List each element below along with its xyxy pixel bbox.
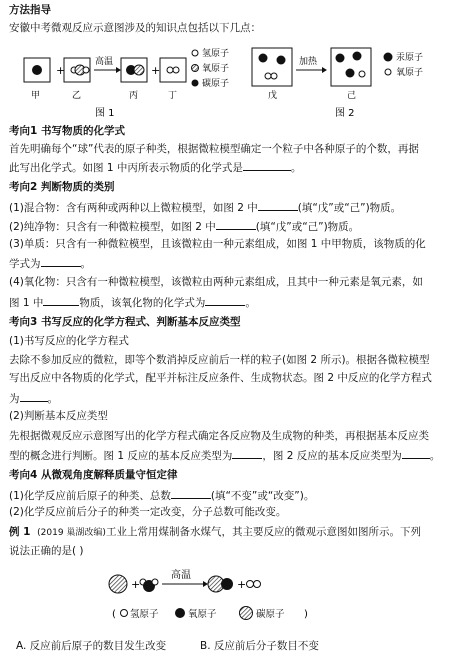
direction-4-title: 考向4 从微观角度解释质量守恒定律	[9, 469, 178, 481]
svg-text:+: +	[151, 64, 161, 77]
svg-text:氢原子: 氢原子	[130, 609, 159, 620]
svg-text:氧原子: 氧原子	[202, 64, 230, 74]
mixture-line: (1)混合物：含有两种或两种以上微粒模型，如图 2 中 (填“戊”或“己”)物质。	[9, 202, 402, 214]
svg-text:(: (	[112, 609, 116, 620]
svg-text:高温: 高温	[95, 57, 114, 67]
svg-text:己: 己	[347, 91, 357, 101]
direction-3-sub1: (1)书写反应的化学方程式	[9, 335, 129, 347]
figure-2-caption: 图 2	[335, 108, 355, 119]
option-a[interactable]: A. 反应前后原子的数目发生改变	[16, 640, 167, 652]
svg-text:碳原子: 碳原子	[202, 79, 230, 89]
box-ji	[331, 48, 371, 86]
svg-text:碳原子: 碳原子	[256, 609, 285, 620]
example-diagram	[0, 562, 470, 632]
svg-text:戊: 戊	[268, 91, 278, 101]
section-header: 方法指导	[9, 4, 51, 16]
box-wu	[252, 48, 292, 86]
direction-1-line1: 首先明确每个“球”代表的原子种类，根据微粒模型确定一个粒子中各种原子的个数，再据	[9, 143, 419, 155]
direction-3-line1: 去除不参加反应的微粒，即等个数消掉反应前后一样的粒子(如图 2 所示)。根据各微粒模型	[9, 354, 430, 366]
element-line1: (3)单质：只含有一种微粒模型，且该微粒由一种元素组成，如图 1 中甲物质，该物质的化	[9, 238, 426, 250]
direction-3-sub2: (2)判断基本反应类型	[9, 410, 108, 422]
answer-blank	[243, 160, 291, 171]
carbon-atom-icon	[32, 65, 42, 75]
svg-text:+: +	[56, 64, 66, 77]
answer-blank	[232, 448, 262, 459]
figure-1-caption: 图 1	[95, 108, 115, 119]
svg-text:氧原子: 氧原子	[396, 68, 424, 78]
svg-text:乙: 乙	[72, 91, 82, 101]
option-b[interactable]: B. 反应前后分子数目不变	[200, 640, 319, 652]
direction-3-line5: 型的概念进行判断。图 1 反应的基本反应类型为 ，图 2 反应的基本反应类型为 。	[9, 450, 441, 462]
intro-text: 安徽中考微观反应示意图涉及的知识点包括以下几点：	[9, 22, 261, 34]
answer-blank	[402, 448, 430, 459]
answer-blank	[171, 488, 211, 499]
oxide-line2: 图 1 中 物质，该氧化物的化学式为 。	[9, 297, 256, 309]
svg-text:+: +	[237, 578, 247, 591]
figure-1	[0, 40, 470, 120]
example-1-line1: 例 1 (2019 巢湖改编)工业上常用煤制备水煤气，其主要反应的微观示意图如图所示。下列	[9, 526, 421, 538]
direction-3-title: 考向3 书写反应的化学方程式、判断基本反应类型	[9, 316, 241, 328]
svg-text:氧原子: 氧原子	[188, 609, 217, 620]
carbon-atom-icon	[109, 575, 127, 593]
svg-text:甲: 甲	[31, 91, 41, 101]
answer-blank	[20, 391, 48, 402]
svg-text:): )	[304, 609, 308, 620]
answer-blank	[205, 295, 245, 306]
direction-1-line2: 此写出化学式。如图 1 中丙所表示物质的化学式是 。	[9, 162, 302, 174]
direction-1-title: 考向1 书写物质的化学式	[9, 125, 125, 137]
svg-text:丁: 丁	[168, 91, 178, 101]
answer-blank	[43, 295, 79, 306]
example-1-line2: 说法正确的是( )	[9, 545, 84, 557]
svg-text:加热: 加热	[299, 57, 318, 67]
svg-text:丙: 丙	[129, 91, 139, 101]
direction-3-line4: 先根据微观反应示意图写出的化学方程式确定各反应物及生成物的种类，再根据基本反应类	[9, 430, 429, 442]
pure-line: (2)纯净物：只含有一种微粒模型，如图 2 中 (填“戊”或“己”)物质。	[9, 221, 360, 233]
svg-text:+: +	[131, 578, 141, 591]
direction-4-line2: (2)化学反应前后分子的种类一定改变，分子总数可能改变。	[9, 506, 287, 518]
answer-blank	[41, 256, 81, 267]
answer-blank	[216, 219, 256, 230]
svg-text:汞原子: 汞原子	[396, 53, 424, 63]
oxide-line1: (4)氧化物：只含有一种微粒模型，该微粒由两种元素组成，且其中一种元素是氧元素，如	[9, 276, 423, 288]
element-line2: 学式为 。	[9, 258, 91, 270]
svg-text:高温: 高温	[171, 570, 191, 581]
direction-4-line1: (1)化学反应前后原子的种类、总数 (填“不变”或“改变”)。	[9, 490, 315, 502]
svg-text:氢原子: 氢原子	[202, 49, 230, 59]
direction-3-line2: 写出反应中各物质的化学式，配平并标注反应条件、生成物状态。图 2 中反应的化学方程式	[9, 372, 432, 384]
direction-2-title: 考向2 判断物质的类别	[9, 181, 115, 193]
direction-3-line3: 为 。	[9, 393, 58, 405]
answer-blank	[258, 200, 298, 211]
